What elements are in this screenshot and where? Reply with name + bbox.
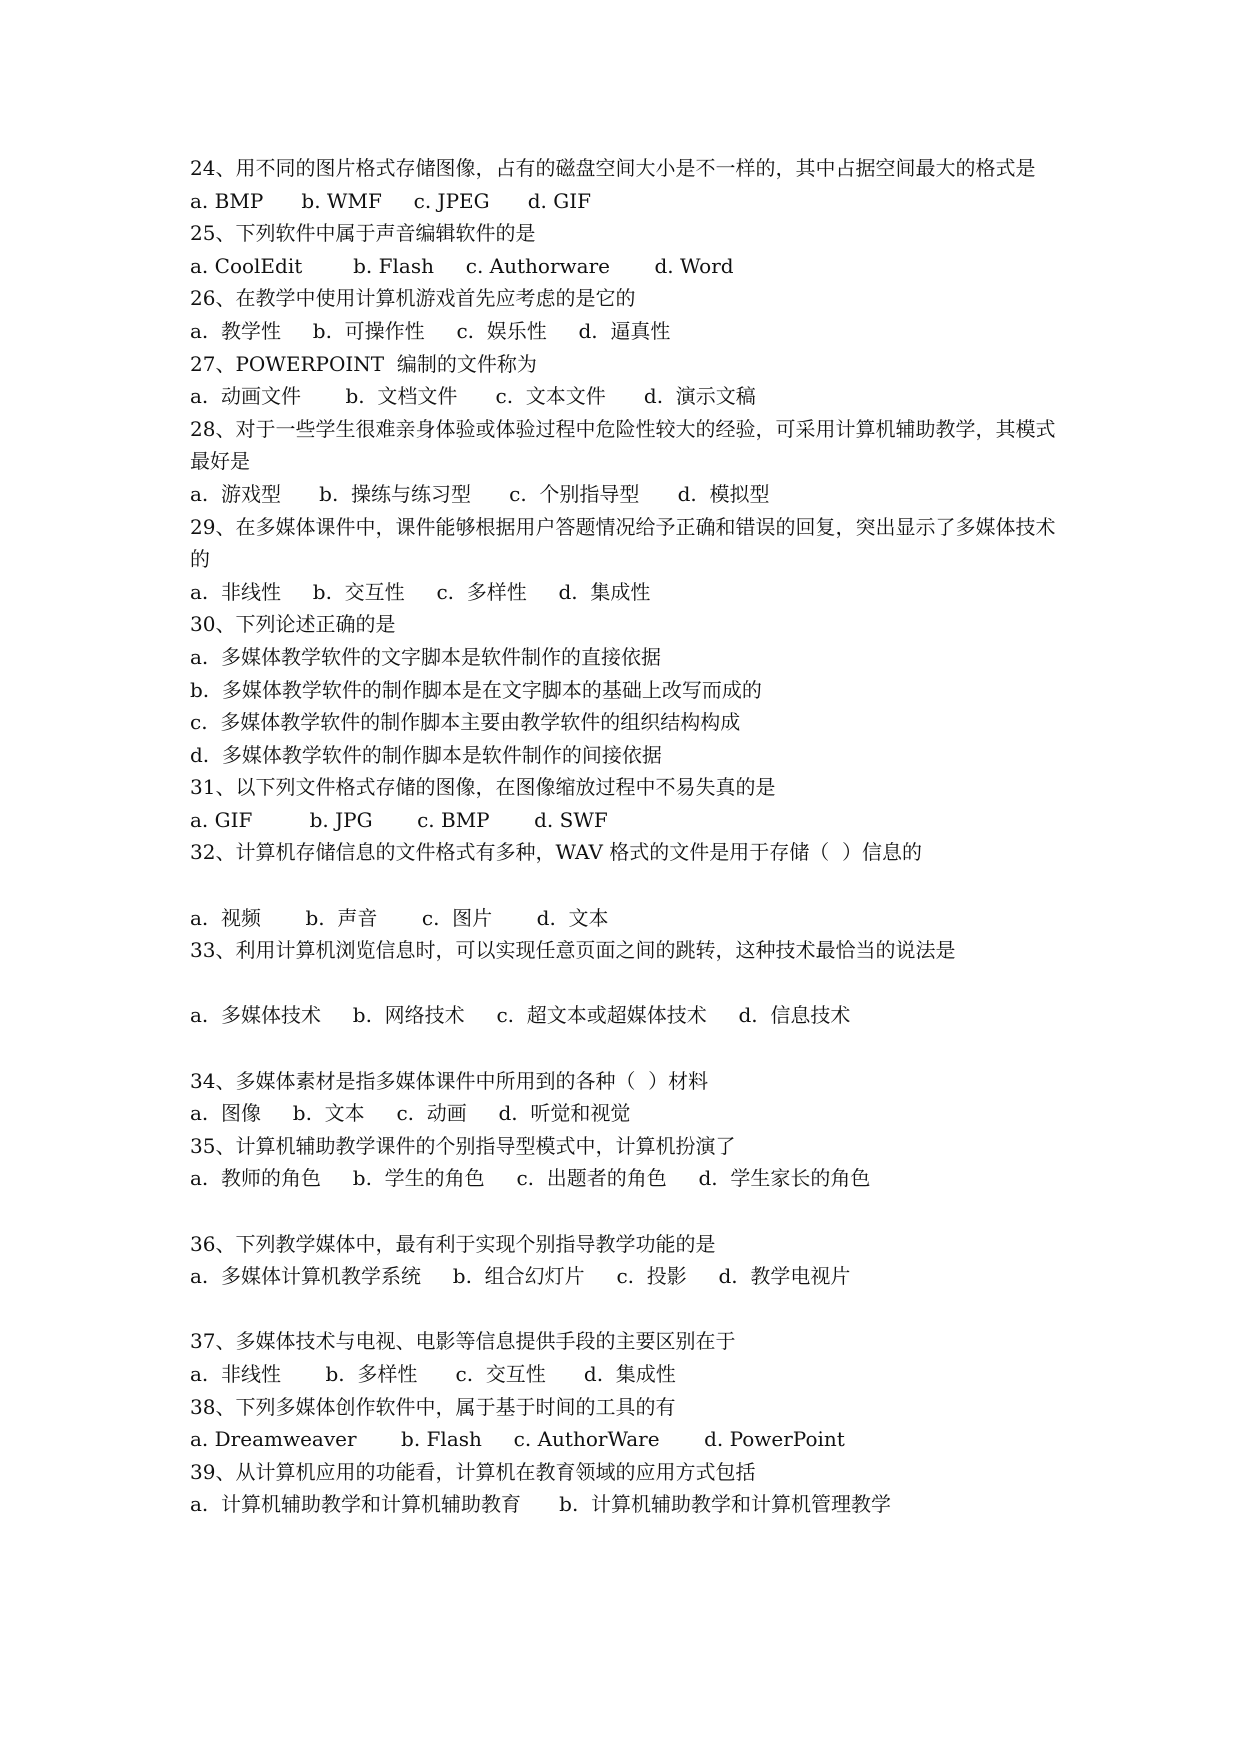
question-text: 25、下列软件中属于声音编辑软件的是: [190, 221, 536, 246]
option-line: a. BMP b. WMF c. JPEG d. GIF: [190, 188, 592, 213]
question-24: [190, 152, 1070, 217]
option-line: a. Dreamweaver b. Flash c. AuthorWare d. PowerPoint: [190, 1427, 845, 1452]
blank-line: [190, 967, 1070, 1000]
option-line: a. 教师的角色 b. 学生的角色 c. 出题者的角色 d. 学生家长的角色: [190, 1166, 871, 1191]
option-line: a. GIF b. JPG c. BMP d. SWF: [190, 807, 608, 832]
question-31: [190, 771, 1070, 836]
question-32: [190, 836, 1070, 934]
question-text: 24、用不同的图片格式存储图像，占有的磁盘空间大小是不一样的，其中占据空间最大的格式是: [190, 156, 1036, 180]
blank-line: [190, 869, 1070, 902]
question-37: [190, 1325, 1070, 1390]
option-line: d. 多媒体教学软件的制作脚本是软件制作的间接依据: [190, 742, 662, 767]
option-line: a. CoolEdit b. Flash c. Authorware d. Word: [190, 253, 734, 278]
question-text: 31、以下列文件格式存储的图像，在图像缩放过程中不易失真的是: [190, 775, 776, 800]
question-text: 35、计算机辅助教学课件的个别指导型模式中，计算机扮演了: [190, 1133, 736, 1158]
question-text: 34、多媒体素材是指多媒体课件中所用到的各种（ ）材料: [190, 1068, 709, 1093]
question-text: 29、在多媒体课件中，课件能够根据用户答题情况给予正确和错误的回复，突出显示了多媒体技术的: [190, 514, 1056, 572]
option-line: b. 多媒体教学软件的制作脚本是在文字脚本的基础上改写而成的: [190, 677, 762, 702]
question-text: 28、对于一些学生很难亲身体验或体验过程中危险性较大的经验，可采用计算机辅助教学，其模式最好是: [190, 416, 1056, 474]
blank-line: [190, 1032, 1070, 1065]
option-line: a. 教学性 b. 可操作性 c. 娱乐性 d. 逼真性: [190, 318, 671, 343]
question-text: 32、计算机存储信息的文件格式有多种，WAV 格式的文件是用于存储（ ）信息的: [190, 840, 922, 865]
question-25: [190, 217, 1070, 282]
question-34: [190, 1065, 1070, 1130]
question-35: [190, 1130, 1070, 1195]
option-line: a. 计算机辅助教学和计算机辅助教育 b. 计算机辅助教学和计算机管理教学: [190, 1492, 892, 1517]
option-line: a. 多媒体计算机教学系统 b. 组合幻灯片 c. 投影 d. 教学电视片: [190, 1264, 851, 1289]
question-text: 38、下列多媒体创作软件中，属于基于时间的工具的有: [190, 1394, 676, 1419]
question-27: [190, 348, 1070, 413]
blank-line: [190, 1195, 1070, 1228]
question-text: 37、多媒体技术与电视、电影等信息提供手段的主要区别在于: [190, 1329, 736, 1354]
question-26: [190, 282, 1070, 347]
question-text: 27、POWERPOINT 编制的文件称为: [190, 351, 537, 376]
question-text: 33、利用计算机浏览信息时，可以实现任意页面之间的跳转，这种技术最恰当的说法是: [190, 938, 956, 963]
question-text: 39、从计算机应用的功能看，计算机在教育领域的应用方式包括: [190, 1459, 756, 1484]
question-text: 26、在教学中使用计算机游戏首先应考虑的是它的: [190, 286, 636, 311]
question-list: [190, 152, 1070, 1521]
question-28: [190, 413, 1070, 511]
blank-line: [190, 1293, 1070, 1326]
question-text: 36、下列教学媒体中，最有利于实现个别指导教学功能的是: [190, 1231, 716, 1256]
option-line: a. 视频 b. 声音 c. 图片 d. 文本: [190, 905, 609, 930]
option-line: a. 多媒体教学软件的文字脚本是软件制作的直接依据: [190, 644, 661, 669]
question-36: [190, 1228, 1070, 1293]
question-39: [190, 1456, 1070, 1521]
option-line: c. 多媒体教学软件的制作脚本主要由教学软件的组织结构构成: [190, 710, 741, 735]
question-33: [190, 934, 1070, 1032]
option-line: a. 动画文件 b. 文档文件 c. 文本文件 d. 演示文稿: [190, 384, 756, 409]
option-line: a. 游戏型 b. 操练与练习型 c. 个别指导型 d. 模拟型: [190, 481, 770, 506]
option-line: a. 图像 b. 文本 c. 动画 d. 听觉和视觉: [190, 1101, 631, 1126]
option-line: a. 非线性 b. 交互性 c. 多样性 d. 集成性: [190, 579, 651, 604]
question-text: 30、下列论述正确的是: [190, 612, 396, 637]
question-30: [190, 608, 1070, 771]
option-line: a. 非线性 b. 多样性 c. 交互性 d. 集成性: [190, 1361, 676, 1386]
option-line: a. 多媒体技术 b. 网络技术 c. 超文本或超媒体技术 d. 信息技术: [190, 1003, 851, 1028]
question-38: [190, 1391, 1070, 1456]
question-29: [190, 511, 1070, 609]
